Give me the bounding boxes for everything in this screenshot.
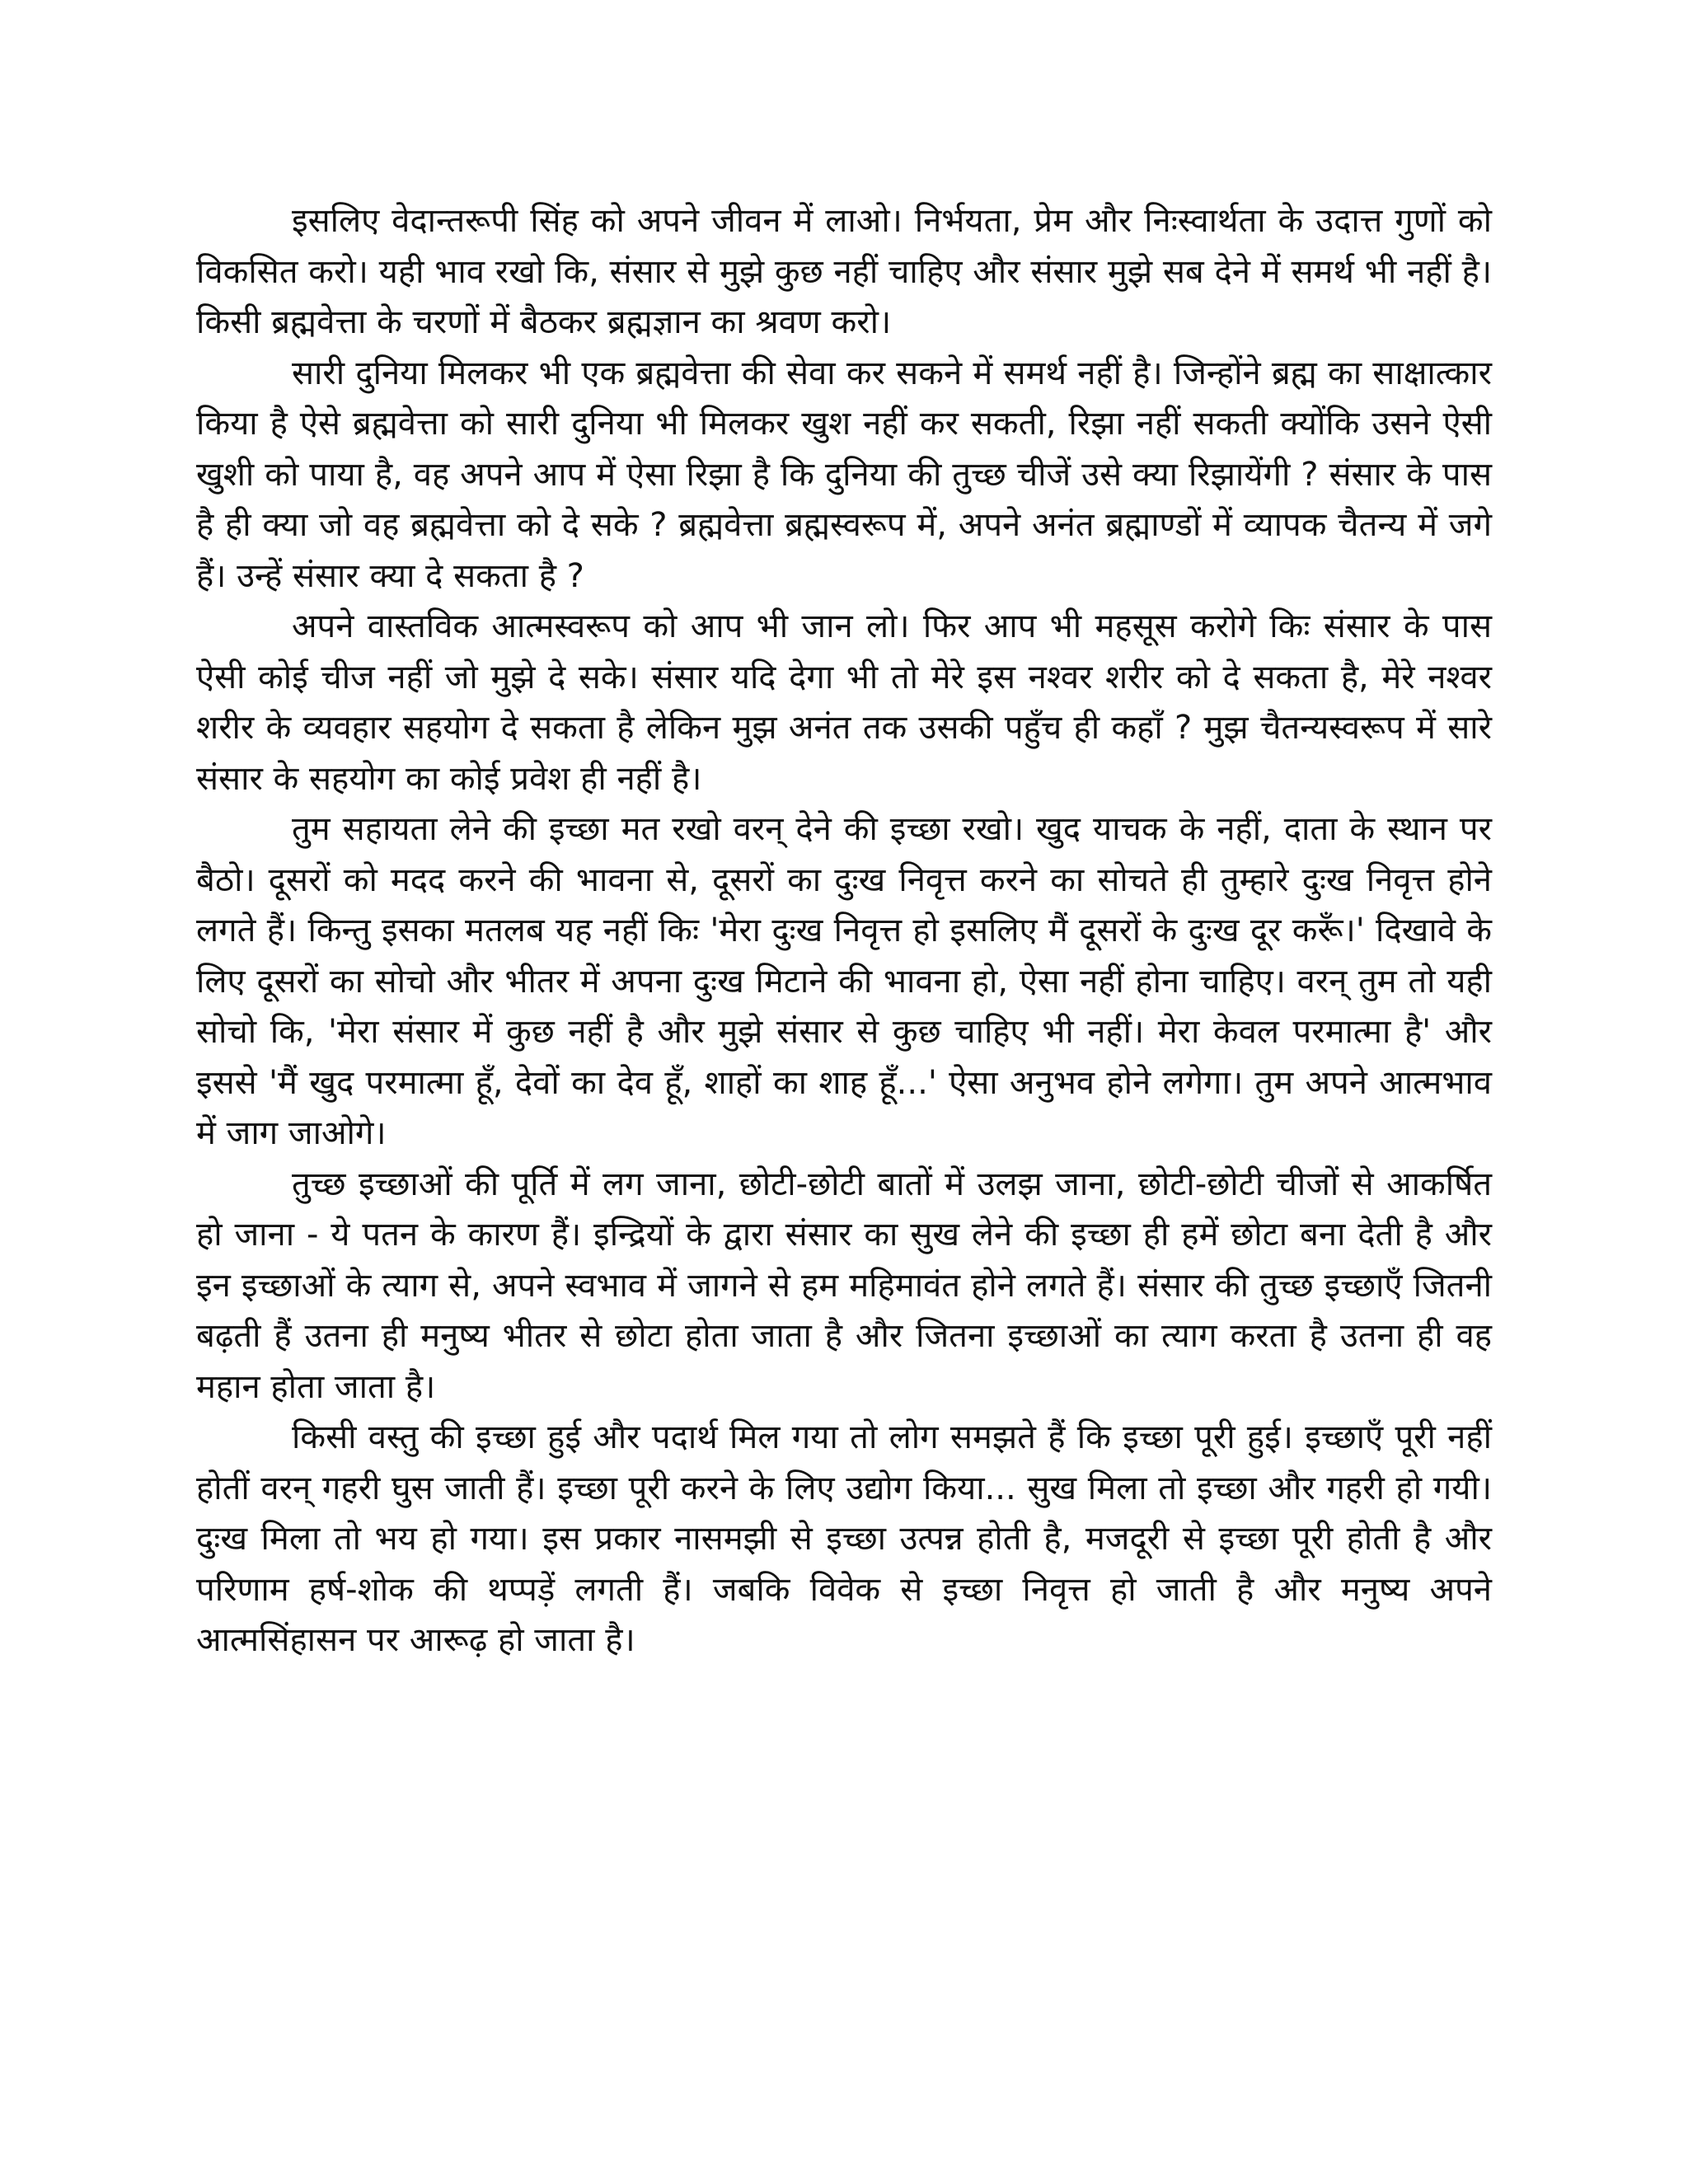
paragraph-vedanta-lion: इसलिए वेदान्तरूपी सिंह को अपने जीवन में लाओ। निर्भयता, प्रेम और निःस्वार्थता के उदात्त गुणों को विकसित करो। यही भाव रखो कि, संसार से मुझे कुछ नहीं चाहिए और संसार मुझे सब देने में समर्थ भी नहीं है। किसी ब्रह्मवेत्ता के चरणों में बैठकर ब्रह्मज्ञान का श्रवण करो। [196,202,1492,341]
paragraph-trivial-desires: तुच्छ इच्छाओं की पूर्ति में लग जाना, छोटी-छोटी बातों में उलझ जाना, छोटी-छोटी चीजों से आकर्षित हो जाना - ये पतन के कारण हैं। इन्द्रियों के द्वारा संसार का सुख लेने की इच्छा ही हमें छोटा बना देती है और इन इच्छाओं के त्याग से, अपने स्वभाव में जागने से हम महिमावंत होने लगते हैं। संसार की तुच्छ इच्छाएँ जितनी बढ़ती हैं उतना ही मनुष्य भीतर से छोटा होता जाता है और जितना इच्छाओं का त्याग करता है उतना ही वह महान होता जाता है। [196,1165,1492,1406]
paragraph-atmaswaroop: अपने वास्तविक आत्मस्वरूप को आप भी जान लो। फिर आप भी महसूस करोगे किः संसार के पास ऐसी कोई चीज नहीं जो मुझे दे सके। संसार यदि देगा भी तो मेरे इस नश्वर शरीर को दे सकता है, मेरे नश्वर शरीर के व्यवहार सहयोग दे सकता है लेकिन मुझ अनंत तक उसकी पहुँच ही कहाँ ? मुझ चैतन्यस्वरूप में सारे संसार के सहयोग का कोई प्रवेश ही नहीं है। [196,607,1492,798]
paragraph-brahmavetta: सारी दुनिया मिलकर भी एक ब्रह्मवेत्ता की सेवा कर सकने में समर्थ नहीं है। जिन्होंने ब्रह्म का साक्षात्कार किया है ऐसे ब्रह्मवेत्ता को सारी दुनिया भी मिलकर खुश नहीं कर सकती, रिझा नहीं सकती क्योंकि उसने ऐसी खुशी को पाया है, वह अपने आप में ऐसा रिझा है कि दुनिया की तुच्छ चीजें उसे क्या रिझायेंगी ? संसार के पास है ही क्या जो वह ब्रह्मवेत्ता को दे सके ? ब्रह्मवेत्ता ब्रह्मस्वरूप में, अपने अनंत ब्रह्माण्डों में व्यापक चैतन्य में जगे हैं। उन्हें संसार क्या दे सकता है ? [196,354,1492,595]
paragraph-giving: तुम सहायता लेने की इच्छा मत रखो वरन् देने की इच्छा रखो। खुद याचक के नहीं, दाता के स्थान पर बैठो। दूसरों को मदद करने की भावना से, दूसरों का दुःख निवृत्त करने का सोचते ही तुम्हारे दुःख निवृत्त होने लगते हैं। किन्तु इसका मतलब यह नहीं किः 'मेरा दुःख निवृत्त हो इसलिए मैं दूसरों के दुःख दूर करूँ।' दिखावे के लिए दूसरों का सोचो और भीतर में अपना दुःख मिटाने की भावना हो, ऐसा नहीं होना चाहिए। वरन् तुम तो यही सोचो कि, 'मेरा संसार में कुछ नहीं है और मुझे संसार से कुछ चाहिए भी नहीं। मेरा केवल परमात्मा है' और इससे 'मैं खुद परमात्मा हूँ, देवों का देव हूँ, शाहों का शाह हूँ...' ऐसा अनुभव होने लगेगा। तुम अपने आत्मभाव में जाग जाओगे। [196,810,1492,1152]
paragraph-desire-fulfilment: किसी वस्तु की इच्छा हुई और पदार्थ मिल गया तो लोग समझते हैं कि इच्छा पूरी हुई। इच्छाएँ पूरी नहीं होतीं वरन् गहरी घुस जाती हैं। इच्छा पूरी करने के लिए उद्योग किया... सुख मिला तो इच्छा और गहरी हो गयी। दुःख मिला तो भय हो गया। इस प्रकार नासमझी से इच्छा उत्पन्न होती है, मजदूरी से इच्छा पूरी होती है और परिणाम हर्ष-शोक की थप्पड़ें लगती हैं। जबकि विवेक से इच्छा निवृत्त हो जाती है और मनुष्य अपने आत्मसिंहासन पर आरूढ़ हो जाता है। [196,1418,1492,1659]
body-text [196,196,1492,1666]
